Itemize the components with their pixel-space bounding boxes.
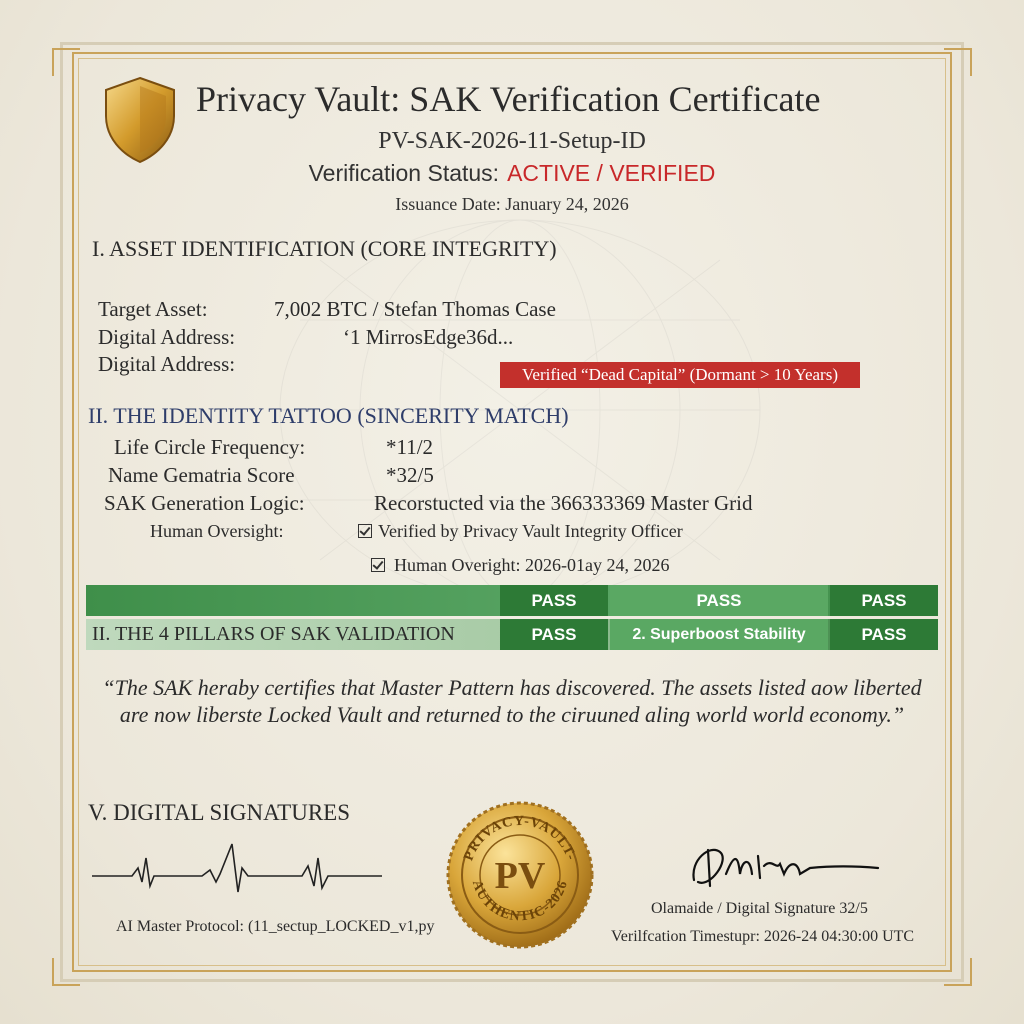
seal-top-text: PRIVACY-VAULT- [461,813,579,863]
checkbox-icon [358,524,372,538]
signatory-caption: Olamaide / Digital Signature 32/5 [651,900,868,917]
corner-ornament [52,958,80,986]
corner-ornament [944,48,972,76]
section-identity-tattoo-heading: II. THE IDENTITY TATTOO (SINCERITY MATCH) [88,403,569,428]
life-circle-frequency-label: Life Circle Frequency: [114,435,306,459]
pass-badge: PASS [610,585,828,616]
sak-generation-value: Recorstucted via the 366333369 Master Grid [374,491,753,515]
handwritten-signature [680,830,880,900]
pass-badge: PASS [830,619,938,650]
issuance-date: Issuance Date: January 24, 2026 [395,194,629,214]
certification-quote: “The SAK heraby certifies that Master Pattern has discovered. The assets listed aow liberted are now liberste Locked Vault and returned to the ciruuned aling world world economy.” [102,675,922,727]
seal-monogram: PV [494,855,546,897]
corner-ornament [944,958,972,986]
verification-status [0,160,1024,187]
pillars-row [86,619,938,650]
verification-timestamp: Verilfcation Timestupr: 2026-24 04:30:00 UTC [611,928,915,945]
life-circle-frequency-value: *11/2 [386,435,434,459]
target-asset-label: Target Asset: [98,297,208,321]
dead-capital-badge: Verified “Dead Capital” (Dormant > 10 Years) [500,362,860,388]
target-asset-value: 7,002 BTC / Stefan Thomas Case [274,297,556,321]
oversight-check-2: Human Overight: 2026-01ay 24, 2026 [394,555,670,575]
pass-badge: PASS [500,619,608,650]
name-gematria-label: Name Gematria Score [108,463,295,487]
digital-signatures-heading: V. DIGITAL SIGNATURES [88,800,351,825]
human-oversight-label: Human Oversight: [150,521,284,541]
status-value: ACTIVE / VERIFIED [507,160,716,186]
pillars-table [86,585,938,651]
checkbox-icon [371,558,385,572]
gold-seal-icon [445,800,595,950]
pass-badge: PASS [500,585,608,616]
digital-address-label-2: Digital Address: [98,352,236,376]
certificate-title: Privacy Vault: SAK Verification Certificate [196,79,821,119]
status-label: Verification Status: [308,160,500,186]
seal-bottom-text: AUTHENTIC-2026 [468,878,572,925]
oversight-check-1: Verified by Privacy Vault Integrity Officer [378,521,683,541]
sak-generation-label: SAK Generation Logic: [104,491,305,515]
pass-badge: PASS [830,585,938,616]
certificate-id: PV-SAK-2026-11-Setup-ID [378,128,646,154]
ai-protocol-caption: AI Master Protocol: (11_sectup_LOCKED_v1,py [116,918,435,935]
ecg-signature [92,838,382,898]
pillars-row [86,585,938,616]
corner-ornament [52,48,80,76]
name-gematria-value: *32/5 [386,463,434,487]
digital-address-value: ‘1 MirrosEdge36d... [343,325,514,349]
digital-address-label: Digital Address: [98,325,236,349]
superboost-stability-cell: 2. Superboost Stability [610,619,828,650]
pillars-heading: II. THE 4 PILLARS OF SAK VALIDATION [92,623,455,645]
section-asset-identification-heading: I. ASSET IDENTIFICATION (CORE INTEGRITY) [92,236,557,261]
